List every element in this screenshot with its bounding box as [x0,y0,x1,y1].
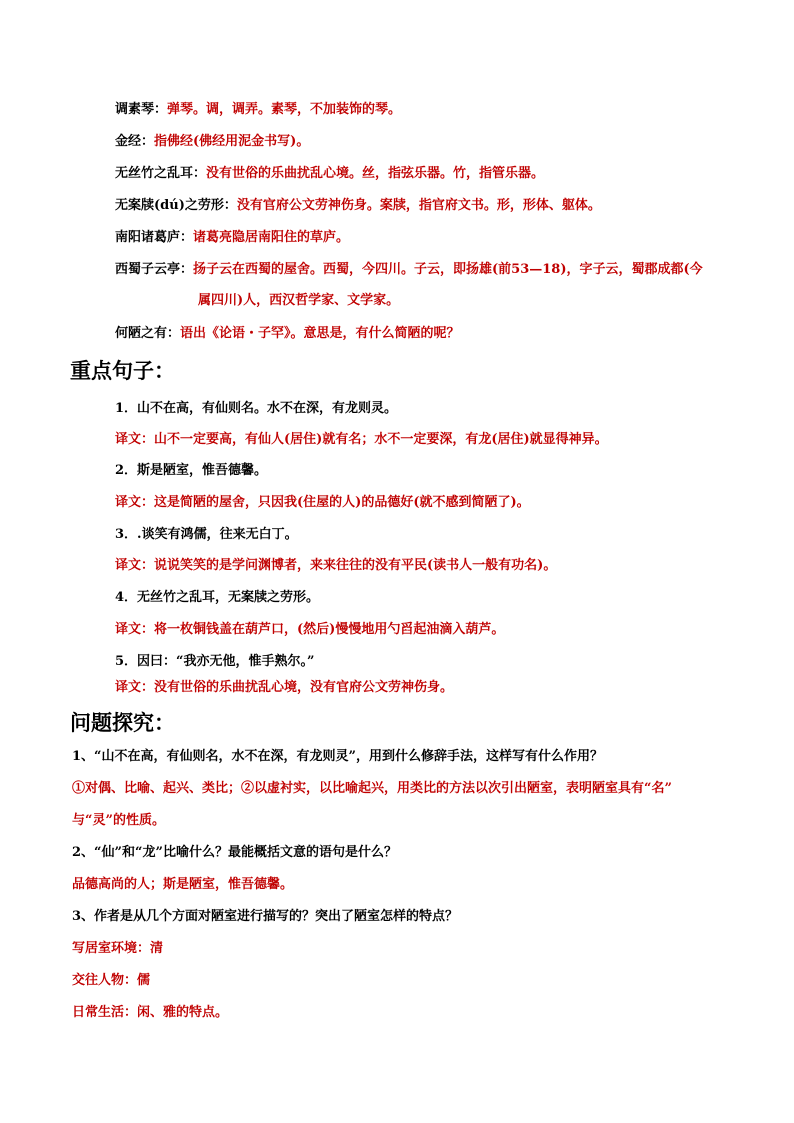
question: 3、作者是从几个方面对陋室进行描写的？突出了陋室怎样的特点？ [72,909,459,924]
sentence: 1．山不在高，有仙则名。水不在深，有龙则灵。 [115,401,398,416]
glossary-term: 何陋之有： [115,326,181,341]
answer-item-value: 清 [150,941,164,956]
glossary-entry [115,229,349,247]
glossary-entry [115,325,460,343]
translation-label: 译文： [115,622,155,637]
translation-text: 将一枚铜钱盖在葫芦口，(然后)慢慢地用勺舀起油滴入葫芦。 [154,622,505,637]
translation [115,431,608,449]
translation-text: 没有世俗的乐曲扰乱心境，没有官府公文劳神伤身。 [154,680,454,695]
glossary-definition: 没有官府公文劳神伤身。案牍，指官府文书。形，形体、躯体。 [236,198,601,213]
translation-label: 译文： [115,558,155,573]
sentence: 3．.谈笑有鸿儒，往来无白丁。 [115,527,298,542]
translation-label: 译文： [115,495,155,510]
translation [115,679,453,697]
glossary-term: 金经： [115,134,155,149]
glossary-term: 无丝竹之乱耳： [115,166,207,181]
glossary-entry [115,101,401,119]
section-heading-questions: 问题探究： [70,711,175,735]
glossary-entry [115,197,601,215]
glossary-entry [115,133,309,151]
translation [115,557,556,575]
glossary-definition: 属四川)人，西汉哲学家、文学家。 [198,293,400,308]
glossary-term: 调素琴： [115,102,168,117]
answer-item [72,940,163,958]
glossary-definition: 语出《论语・子罕》。意思是，有什么简陋的呢？ [180,326,460,341]
sentence: 5．因曰：“我亦无他，惟手熟尔。” [115,654,315,669]
question: 2、“仙”和“龙”比喻什么？最能概括文意的语句是什么？ [72,845,397,860]
answer-item-label: 交往人物： [72,973,138,988]
translation-label: 译文： [115,432,155,447]
glossary-term: 西蜀子云亭： [115,262,194,277]
answer-item-label: 写居室环境： [72,941,151,956]
answer-item [72,1004,228,1022]
translation-text: 山不一定要高，有仙人(居住)就有名；水不一定要深，有龙(居住)就显得神异。 [154,432,608,447]
answer: ①对偶、比喻、起兴、类比；②以虚衬实，以比喻起兴，用类比的方法以次引出陋室，表明陋室具有“名” [72,781,672,796]
glossary-entry [115,261,703,279]
glossary-definition-continuation [198,292,399,310]
answer: 品德高尚的人；斯是陋室，惟吾德馨。 [72,877,294,892]
section-heading-key-sentences: 重点句子： [70,359,175,383]
translation [115,621,504,639]
glossary-definition: 弹琴。调，调弄。素琴，不加装饰的琴。 [167,102,402,117]
answer-item-label: 日常生活： [72,1005,138,1020]
answer-item-value: 闲、雅的特点。 [137,1005,229,1020]
sentence: 2．斯是陋室，惟吾德馨。 [115,463,268,478]
sentence: 4．无丝竹之乱耳，无案牍之劳形。 [115,590,320,605]
glossary-definition: 诸葛亮隐居南阳住的草庐。 [193,230,350,245]
glossary-definition: 没有世俗的乐曲扰乱心境。丝，指弦乐器。竹，指管乐器。 [206,166,545,181]
answer-item-value: 儒 [137,973,151,988]
answer-item [72,972,150,990]
glossary-definition: 指佛经(佛经用泥金书写)。 [154,134,310,149]
glossary-term: 无案牍(dú)之劳形： [115,198,237,213]
glossary-entry [115,165,544,183]
translation [115,494,530,512]
answer-continuation: 与“灵”的性质。 [72,813,165,828]
glossary-definition: 扬子云在西蜀的屋舍。西蜀，今四川。子云，即扬雄(前53—18)，字子云，蜀郡成都(今 [193,262,703,277]
translation-text: 说说笑笑的是学问渊博者，来来往往的没有平民(读书人一般有功名)。 [154,558,557,573]
glossary-term: 南阳诸葛庐： [115,230,194,245]
question: 1、“山不在高，有仙则名，水不在深，有龙则灵”，用到什么修辞手法，这样写有什么作用？ [72,749,604,764]
translation-text: 这是简陋的屋舍，只因我(住屋的人)的品德好(就不感到简陋了)。 [154,495,530,510]
translation-label: 译文： [115,680,155,695]
